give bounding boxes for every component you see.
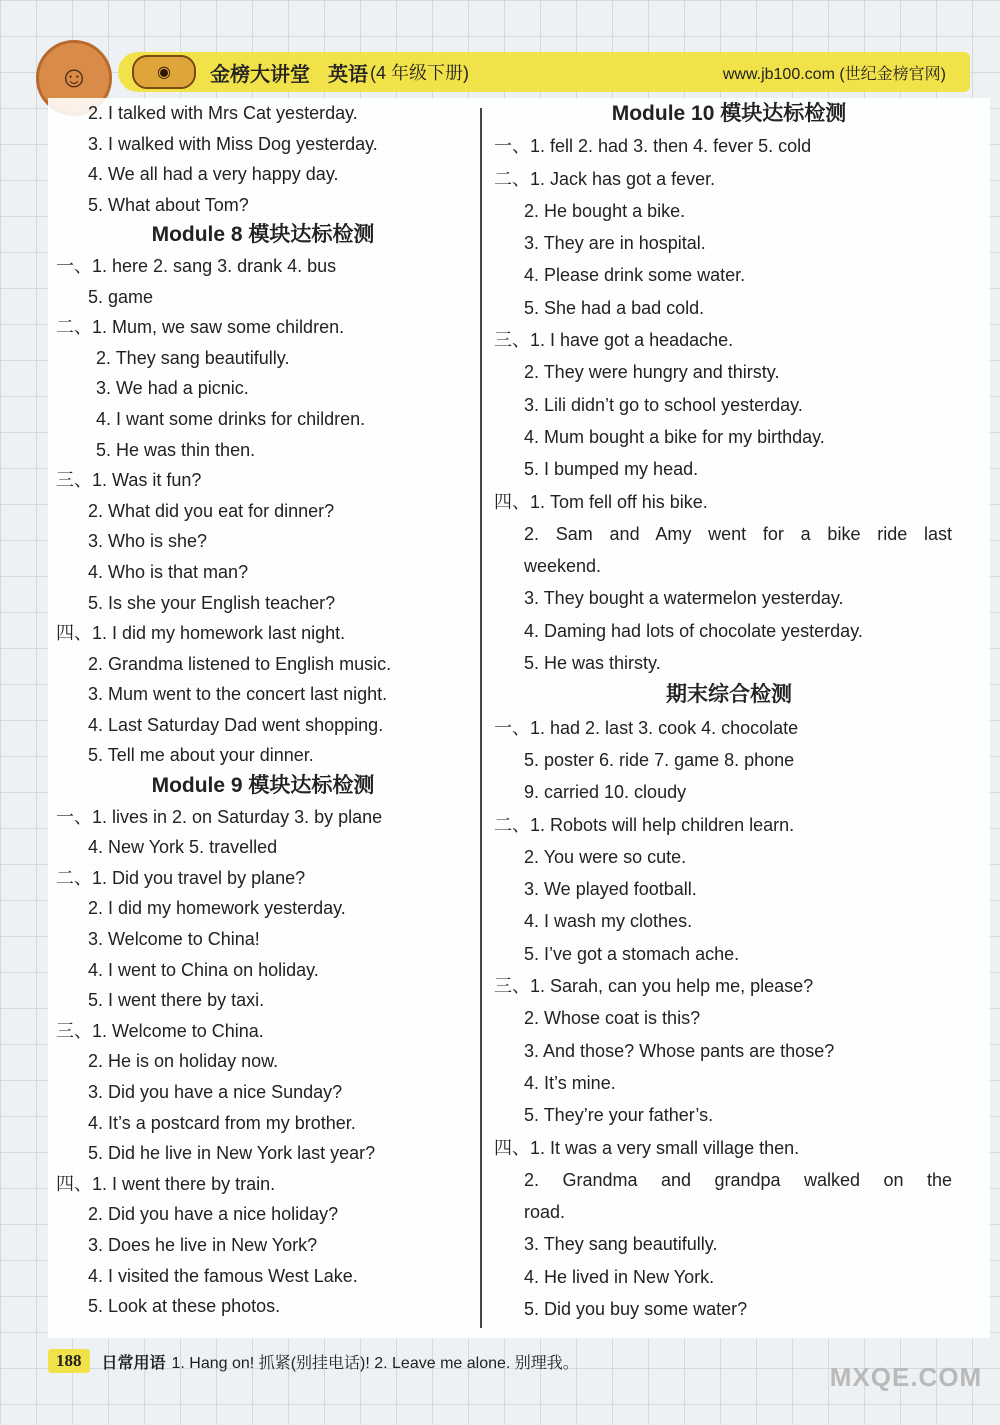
answer-line: 5. I’ve got a stomach ache. xyxy=(524,943,740,964)
brand-title: 金榜大讲堂 xyxy=(210,63,310,86)
answer-line: 5. Did you buy some water? xyxy=(524,1298,748,1319)
answer-line: 二、1. Did you travel by plane? xyxy=(56,867,306,888)
section-heading: Module 8 模块达标检测 xyxy=(151,223,375,247)
answer-line: 三、1. Was it fun? xyxy=(56,470,202,491)
answer-line: 4. Who is that man? xyxy=(88,561,249,582)
answer-line: 5. I bumped my head. xyxy=(524,459,699,480)
page-number: 188 xyxy=(48,1349,90,1373)
answer-line: 2. They sang beautifully. xyxy=(96,347,290,368)
answer-line: 三、1. I have got a headache. xyxy=(494,330,734,351)
answer-line: 二、1. Jack has got a fever. xyxy=(494,168,716,189)
answer-line: 4. I want some drinks for children. xyxy=(96,408,366,429)
answer-line: 2. Grandma listened to English music. xyxy=(88,653,392,674)
answer-line: 2. Sam and Amy went for a bike ride last xyxy=(524,523,952,544)
answer-line: 4. Please drink some water. xyxy=(524,265,746,286)
answer-line: 2. Whose coat is this? xyxy=(524,1008,701,1029)
answer-line: 5. What about Tom? xyxy=(88,194,249,215)
answer-line: 5. He was thirsty. xyxy=(524,653,661,674)
answer-line: 2. He is on holiday now. xyxy=(88,1051,279,1072)
answer-line: 2. You were so cute. xyxy=(524,846,687,867)
page-header xyxy=(118,52,970,92)
answer-line: 4. New York 5. travelled xyxy=(88,837,278,858)
answer-line: 3. Who is she? xyxy=(88,531,208,552)
column-divider xyxy=(480,108,482,1328)
section-heading: Module 9 模块达标检测 xyxy=(151,774,375,798)
answer-line: 一、1. here 2. sang 3. drank 4. bus xyxy=(56,255,337,276)
answer-line: 5. They’re your father’s. xyxy=(524,1105,714,1126)
answer-line: 3. They bought a watermelon yesterday. xyxy=(524,588,844,609)
answer-line: 3. Does he live in New York? xyxy=(88,1234,318,1255)
answer-line: 一、1. fell 2. had 3. then 4. fever 5. cold xyxy=(494,136,812,157)
answer-line: 9. carried 10. cloudy xyxy=(524,782,687,803)
answer-line: 2. I talked with Mrs Cat yesterday. xyxy=(88,103,358,123)
answer-line: 四、1. I went there by train. xyxy=(56,1173,276,1194)
answer-line: 四、1. Tom fell off his bike. xyxy=(494,491,708,512)
answer-line: 2. What did you eat for dinner? xyxy=(88,500,335,521)
answer-line: 3. And those? Whose pants are those? xyxy=(524,1040,835,1061)
answer-line: 2. Did you have a nice holiday? xyxy=(88,1204,339,1225)
answer-line: 3. We played football. xyxy=(524,879,697,900)
answer-line: 5. poster 6. ride 7. game 8. phone xyxy=(524,749,795,770)
answer-line: 5. He was thin then. xyxy=(96,439,256,460)
answer-line: 4. Daming had lots of chocolate yesterday. xyxy=(524,620,863,641)
answer-line: 3. I walked with Miss Dog yesterday. xyxy=(88,133,378,154)
daily-phrase-text: 1. Hang on! 抓紧(别挂电话)! 2. Leave me alone. 别理我。 xyxy=(171,1354,579,1372)
cartoon-mascot-icon: ☺ xyxy=(58,61,90,94)
answer-line: 四、1. It was a very small village then. xyxy=(494,1137,800,1158)
answer-line: 四、1. I did my homework last night. xyxy=(56,623,346,644)
answer-line: 4. He lived in New York. xyxy=(524,1266,715,1287)
answer-line: 5. Tell me about your dinner. xyxy=(88,745,314,766)
answer-line: 5. Is she your English teacher? xyxy=(88,592,336,613)
answer-line: 5. Did he live in New York last year? xyxy=(88,1143,376,1164)
answer-line: 二、1. Robots will help children learn. xyxy=(494,814,795,835)
answer-line: 2. I did my homework yesterday. xyxy=(88,898,346,919)
answer-line: 3. Welcome to China! xyxy=(88,929,260,950)
page-footer xyxy=(48,1348,828,1374)
answer-line: 4. I visited the famous West Lake. xyxy=(88,1265,358,1286)
answer-line: road. xyxy=(524,1202,566,1223)
website-url: www.jb100.com (世纪金榜官网) xyxy=(722,65,946,83)
answer-line: 三、1. Welcome to China. xyxy=(56,1020,264,1041)
corner-watermark: MXQE.COM xyxy=(829,1361,983,1392)
answer-line: 4. We all had a very happy day. xyxy=(88,164,339,185)
answer-line: 4. I wash my clothes. xyxy=(524,911,693,932)
answer-line: 5. She had a bad cold. xyxy=(524,297,705,318)
section-heading: 期末综合检测 xyxy=(666,683,792,707)
answer-line: 3. Mum went to the concert last night. xyxy=(88,684,388,705)
subject-title: 英语 xyxy=(328,63,368,86)
answer-line: 一、1. lives in 2. on Saturday 3. by plane xyxy=(56,806,383,827)
answer-line: 3. Lili didn’t go to school yesterday. xyxy=(524,394,803,415)
answer-line: 3. They sang beautifully. xyxy=(524,1234,718,1255)
answer-line: 二、1. Mum, we saw some children. xyxy=(56,317,345,338)
answer-line: 三、1. Sarah, can you help me, please? xyxy=(494,976,814,997)
answer-line: 4. It’s a postcard from my brother. xyxy=(88,1112,356,1133)
answer-line: 3. They are in hospital. xyxy=(524,233,706,254)
left-column xyxy=(56,98,470,1322)
answer-line: 2. He bought a bike. xyxy=(524,200,686,221)
answer-line: 一、1. had 2. last 3. cook 4. chocolate xyxy=(494,717,799,738)
section-heading: Module 10 模块达标检测 xyxy=(611,102,847,125)
answer-line: 5. game xyxy=(88,286,154,307)
answer-line: 5. Look at these photos. xyxy=(88,1296,281,1317)
brand-badge-icon: ◉ xyxy=(132,55,196,89)
daily-phrase-label: 日常用语 xyxy=(101,1354,166,1372)
answer-line: 2. Grandma and grandpa walked on the xyxy=(524,1169,952,1190)
answer-line: 5. I went there by taxi. xyxy=(88,990,265,1011)
answer-line: 2. They were hungry and thirsty. xyxy=(524,362,780,383)
grade-label: (4 年级下册) xyxy=(370,63,469,83)
answer-line: 4. Last Saturday Dad went shopping. xyxy=(88,714,384,735)
answer-line: 4. I went to China on holiday. xyxy=(88,959,319,980)
answer-line: weekend. xyxy=(524,556,602,577)
answer-line: 3. We had a picnic. xyxy=(96,378,249,399)
answer-line: 4. It’s mine. xyxy=(524,1072,616,1093)
answer-line: 4. Mum bought a bike for my birthday. xyxy=(524,426,825,447)
right-column xyxy=(494,98,964,1325)
answer-line: 3. Did you have a nice Sunday? xyxy=(88,1082,343,1102)
